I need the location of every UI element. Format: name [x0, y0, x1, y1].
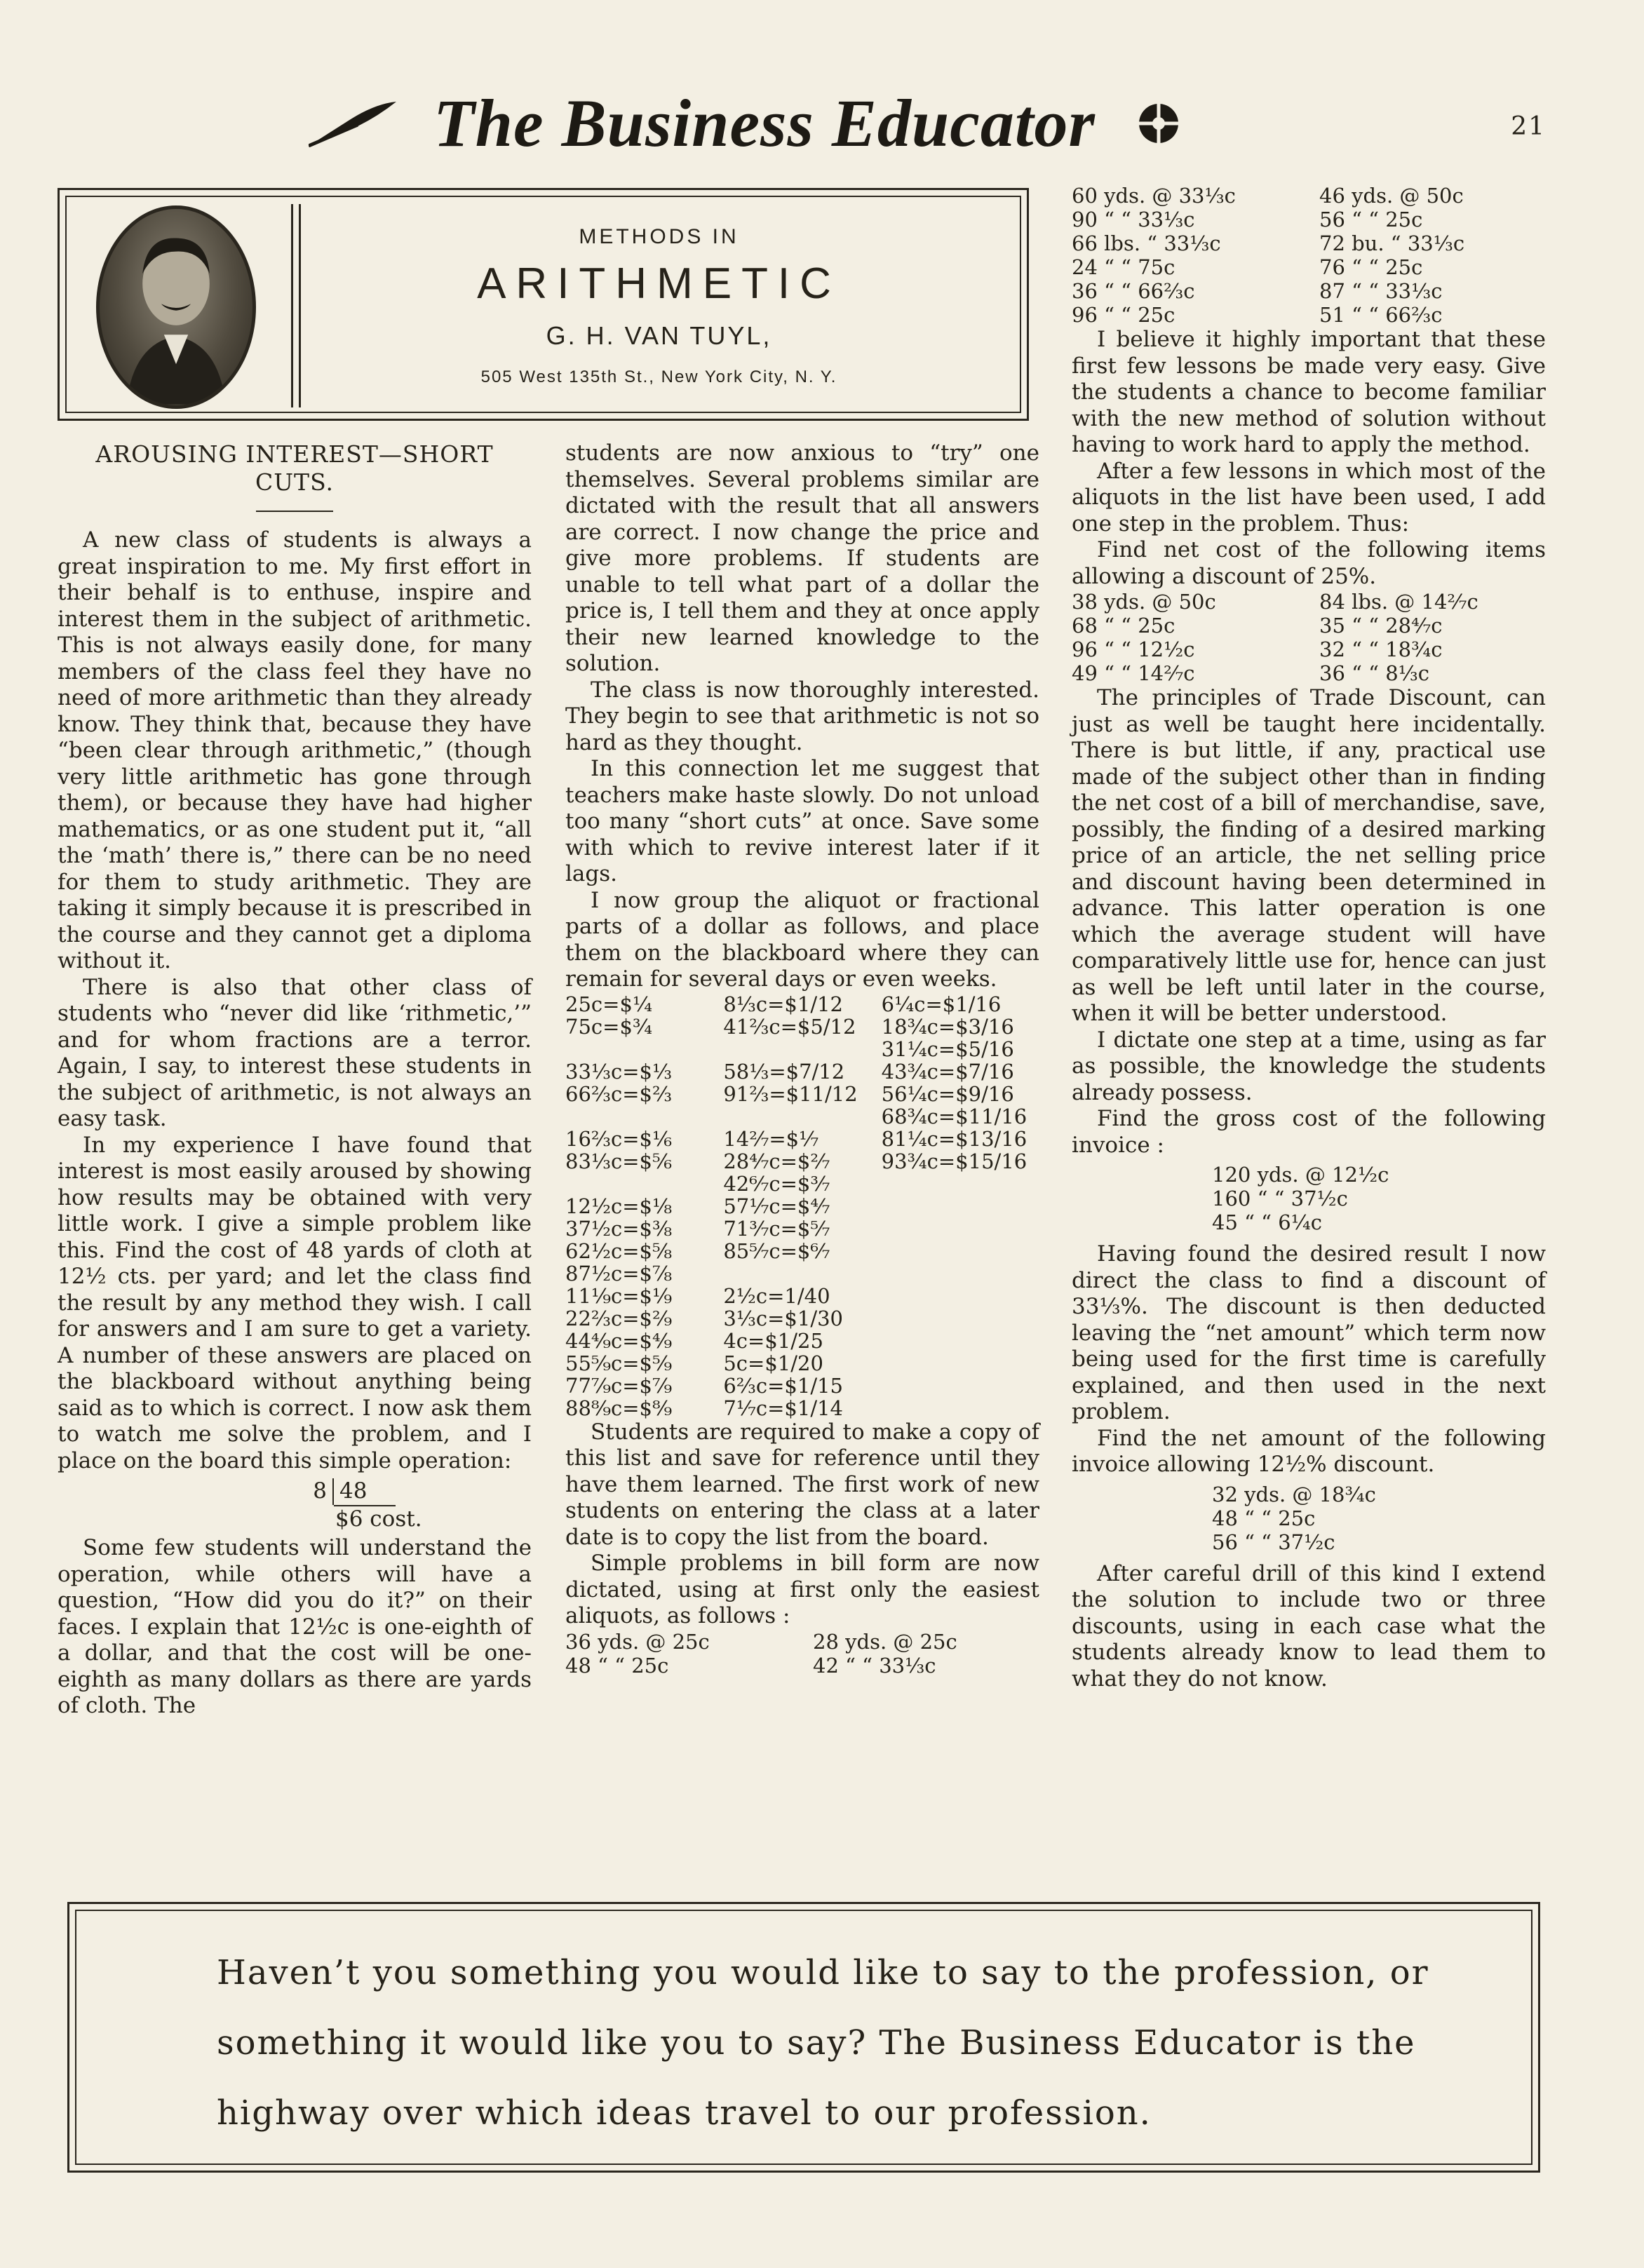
article-header — [58, 188, 1029, 421]
aliquot-row — [565, 1195, 1039, 1217]
header-divider — [291, 204, 301, 407]
aliquot-cell: 87½c=$⅞ — [565, 1261, 673, 1285]
aliquot-cell: 4c=$1/25 — [723, 1328, 823, 1353]
aliquot-row — [565, 1105, 1039, 1128]
aliquot-row — [565, 1330, 1039, 1352]
aliquot-cell: 8⅓c=$1/12 — [723, 992, 844, 1016]
aliquot-cell: 5c=$1/20 — [723, 1351, 823, 1375]
aliquot-row — [565, 1352, 1039, 1375]
bill-item: 87 “ “ 33⅓c — [1319, 279, 1443, 303]
bill-item: 36 “ “ 8⅓c — [1319, 661, 1430, 685]
notice-line: highway over which ideas travel to our profession. — [217, 2093, 1152, 2133]
aliquot-row — [565, 1173, 1039, 1195]
aliquot-cell — [882, 1173, 1039, 1195]
paragraph: Simple problems in bill form are now dictated, using at first only the easiest aliquots, as follows : — [565, 1551, 1039, 1628]
masthead-title: The Business Educator — [433, 85, 1096, 161]
section-heading: AROUSING INTEREST—SHORT CUTS. — [95, 440, 494, 496]
aliquot-row — [565, 993, 1039, 1015]
aliquot-cell: 3⅓c=$1/30 — [723, 1306, 844, 1330]
invoice-item: 160 “ “ 37½c — [1212, 1187, 1348, 1210]
paragraph: Students are required to make a copy of this list and save for reference until they have them learned. The first work of new students on entering the class at a later date is to copy the list from the board. — [565, 1419, 1039, 1550]
aliquot-table — [565, 993, 1039, 1419]
bill-item: 49 “ “ 14²⁄₇c — [1072, 661, 1195, 685]
invoice-item: 120 yds. @ 12½c — [1212, 1163, 1389, 1187]
header-author: G. H. VAN TUYL, — [546, 321, 772, 350]
aliquot-cell: 37½c=$⅜ — [565, 1216, 673, 1241]
aliquot-cell: 42⁶⁄₇c=$³⁄₇ — [723, 1171, 830, 1196]
bill-item: 68 “ “ 25c — [1072, 614, 1175, 637]
aliquot-cell — [882, 1262, 1039, 1285]
aliquot-cell: 75c=$¾ — [565, 1014, 653, 1039]
aliquot-cell — [882, 1195, 1039, 1217]
aliquot-cell: 77⁷⁄₉c=$⁷⁄₉ — [565, 1373, 673, 1398]
aliquot-cell: 44⁴⁄₉c=$⁴⁄₉ — [565, 1328, 673, 1353]
invoice-item: 32 yds. @ 18¾c — [1212, 1482, 1376, 1506]
bill-item: 38 yds. @ 50c — [1072, 590, 1216, 614]
column-2 — [565, 440, 1039, 1678]
aliquot-cell: 14²⁄₇=$⅐ — [723, 1126, 819, 1151]
aliquot-cell: 93¾c=$15/16 — [881, 1149, 1028, 1173]
aliquot-cell — [882, 1397, 1039, 1419]
invoice-list — [1072, 1483, 1546, 1554]
aliquot-cell: 68¾c=$11/16 — [881, 1104, 1028, 1128]
bill-item: 51 “ “ 66⅔c — [1319, 303, 1443, 327]
aliquot-cell — [723, 1038, 881, 1060]
aliquot-cell: 62½c=$⅝ — [565, 1238, 673, 1263]
aliquot-row — [565, 1128, 1039, 1150]
aliquot-cell — [565, 1105, 723, 1128]
aliquot-cell: 28⁴⁄₇c=$²⁄₇ — [723, 1149, 830, 1173]
aliquot-cell — [565, 1173, 723, 1195]
header-title: ARITHMETIC — [477, 259, 841, 308]
aliquot-row — [565, 1240, 1039, 1262]
bill-item: 24 “ “ 75c — [1072, 255, 1175, 279]
bill-item: 46 yds. @ 50c — [1319, 184, 1464, 208]
paragraph: I believe it highly important that these first few lessons be made very easy. Give the students a chance to become familiar with the new method of solution without having to work hard to apply the method. — [1072, 327, 1546, 457]
aliquot-cell: 6¼c=$1/16 — [881, 992, 1002, 1016]
aliquot-cell: 12½c=$⅛ — [565, 1194, 673, 1218]
aliquot-cell: 91⅔=$11/12 — [723, 1081, 858, 1106]
bill-item: 76 “ “ 25c — [1319, 255, 1423, 279]
aliquot-row — [565, 1262, 1039, 1285]
paragraph: In my experience I have found that interest is most easily aroused by showing how results may be obtained with very little work. I give a simple problem like this. Find the cost of 48 yards of cloth at 12½ cts. per yard; and let the class find the result by any method they wish. I call for answers and I am sure to get a variety. A number of these answers are placed on the blackboard without anything being said as to which is correct. I now ask them to watch me solve the problem, and I place on the board this simple operation: — [58, 1132, 532, 1473]
notice-line: Haven’t you something you would like to say to the profession, or — [217, 1953, 1429, 1992]
masthead — [309, 84, 1319, 161]
paragraph: After a few lessons in which most of the aliquots in the list have been used, I add one step in the problem. Thus: — [1072, 458, 1546, 536]
aliquot-cell — [882, 1352, 1039, 1375]
paragraph: Some few students will understand the operation, while others will have a question, “How did you do it?” on their faces. I explain that 12½c is one-eighth of a dollar, and that the cost will be one-eighth as many dollars as there are yards of cloth. The — [58, 1535, 532, 1718]
bill-item: 36 yds. @ 25c — [565, 1629, 710, 1654]
paragraph: Find the gross cost of the following invoice : — [1072, 1106, 1546, 1158]
header-address: 505 West 135th St., New York City, N. Y. — [480, 367, 837, 386]
aliquot-cell — [882, 1217, 1039, 1240]
paragraph: Find net cost of the following items allowing a discount of 25%. — [1072, 537, 1546, 589]
bill-item: 48 “ “ 25c — [565, 1653, 669, 1678]
aliquot-cell: 41⅔c=$5/12 — [723, 1014, 856, 1039]
op-divisor: 8 — [307, 1478, 334, 1505]
aliquot-cell — [565, 1038, 723, 1060]
paragraph: There is also that other class of students who “never did like ‘rithmetic,’” and for whom fractions are a terror. Again, I say, to interest these students in the subject of arithmetic, is not always an easy task. — [58, 974, 532, 1131]
aliquot-cell: 81¼c=$13/16 — [881, 1126, 1028, 1151]
ornament-emblem-icon — [1129, 98, 1188, 147]
header-text — [312, 225, 1006, 387]
bill-list — [565, 1630, 1039, 1678]
quill-pen-icon — [309, 98, 400, 147]
aliquot-cell: 71³⁄₇c=$⁵⁄₇ — [723, 1216, 830, 1241]
aliquot-row — [565, 1307, 1039, 1330]
bill-item: 84 lbs. @ 14²⁄₇c — [1319, 590, 1478, 614]
paragraph: I dictate one step at a time, using as far as possible, the knowledge the students already possess. — [1072, 1027, 1546, 1105]
op-dividend: 48 — [334, 1478, 396, 1506]
aliquot-cell: 6⅔c=$1/15 — [723, 1373, 844, 1398]
aliquot-row — [565, 1285, 1039, 1307]
paragraph: A new class of students is always a great inspiration to me. My first effort in their behalf is to enthuse, inspire and interest them in the subject of arithmetic. This is not always easily done, for many members of the class feel they have no need of more arithmetic than they already know. They think that, because they have “been clear through arithmetic,” (though very little arithmetic has gone through them), or because they have had higher mathematics, or as one student put it, “all the ‘math’ there is,” there can be no need for them to study arithmetic. They are taking it simply because it is prescribed in the course and they cannot get a diploma without it. — [58, 527, 532, 973]
bill-item: 72 bu. “ 33⅓c — [1319, 231, 1465, 255]
notice-box — [67, 1902, 1540, 2173]
aliquot-cell — [723, 1262, 881, 1285]
aliquot-row — [565, 1217, 1039, 1240]
bill-item: 56 “ “ 25c — [1319, 208, 1423, 231]
aliquot-cell: 85⁵⁄₇c=$⁶⁄₇ — [723, 1238, 830, 1263]
aliquot-cell: 11⅑c=$⅑ — [565, 1283, 673, 1308]
paragraph: Having found the desired result I now direct the class to find a discount of 33⅓%. The discount is then deducted leaving the “net amount” which term now being used for the first time is carefully explained, and then used in the next problem. — [1072, 1241, 1546, 1424]
aliquot-cell: 18¾c=$3/16 — [881, 1014, 1014, 1039]
column-3 — [1072, 184, 1546, 1692]
bill-item: 36 “ “ 66⅔c — [1072, 279, 1195, 303]
bill-list — [1072, 590, 1546, 685]
aliquot-cell: 88⁸⁄₉c=$⁸⁄₉ — [565, 1396, 673, 1420]
aliquot-cell: 83⅓c=$⅚ — [565, 1149, 673, 1173]
aliquot-cell — [882, 1240, 1039, 1262]
aliquot-cell — [882, 1285, 1039, 1307]
aliquot-cell — [882, 1330, 1039, 1352]
aliquot-row — [565, 1375, 1039, 1397]
bill-item: 32 “ “ 18¾c — [1319, 637, 1443, 661]
paragraph: In this connection let me suggest that teachers make haste slowly. Do not unload too many “short cuts” at once. Save some with which to revive interest later if it lags. — [565, 756, 1039, 886]
aliquot-cell: 7⅐c=$1/14 — [723, 1396, 844, 1420]
notice-line: something it would like you to say? The Business Educator is the — [217, 2023, 1416, 2063]
aliquot-cell — [723, 1105, 881, 1128]
bill-item: 66 lbs. “ 33⅓c — [1072, 231, 1221, 255]
aliquot-cell: 57⅐c=$⁴⁄₇ — [723, 1194, 830, 1218]
bill-list — [1072, 184, 1546, 327]
aliquot-cell: 31¼c=$5/16 — [881, 1037, 1014, 1061]
invoice-list — [1072, 1163, 1546, 1234]
bill-item: 42 “ “ 33⅓c — [813, 1653, 936, 1678]
aliquot-row — [565, 1150, 1039, 1173]
aliquot-cell: 55⁵⁄₉c=$⁵⁄₉ — [565, 1351, 673, 1375]
aliquot-cell: 2½c=1/40 — [723, 1283, 830, 1308]
bill-item: 96 “ “ 12½c — [1072, 637, 1195, 661]
author-portrait — [96, 205, 256, 409]
aliquot-cell: 58⅓=$7/12 — [723, 1059, 845, 1084]
paragraph: The principles of Trade Discount, can just as well be taught here incidentally. There is but little, if any, practical use made of the subject other than in finding the net cost of a bill of merchandise, save, possibly, the finding of a desired marking price of an article, the net selling price and discount having been determined in advance. This latter operation is one which the average student will have comparatively little use for, hence can just as well be left until later in the course, when it will be better understood. — [1072, 685, 1546, 1026]
aliquot-row — [565, 1015, 1039, 1038]
aliquot-cell: 43¾c=$7/16 — [881, 1059, 1014, 1084]
op-result: $6 cost. — [335, 1506, 422, 1532]
bill-item: 28 yds. @ 25c — [813, 1629, 957, 1654]
paragraph: The class is now thoroughly interested. They begin to see that arithmetic is not so hard as they thought. — [565, 677, 1039, 755]
bill-item: 96 “ “ 25c — [1072, 303, 1175, 327]
invoice-item: 48 “ “ 25c — [1212, 1506, 1316, 1530]
bill-item: 90 “ “ 33⅓c — [1072, 208, 1195, 231]
bill-item: 35 “ “ 28⁴⁄₇c — [1319, 614, 1443, 637]
aliquot-cell: 56¼c=$9/16 — [881, 1081, 1014, 1106]
invoice-item: 56 “ “ 37½c — [1212, 1530, 1335, 1554]
aliquot-cell: 16⅔c=$⅙ — [565, 1126, 673, 1151]
invoice-item: 45 “ “ 6¼c — [1212, 1210, 1323, 1234]
aliquot-row — [565, 1060, 1039, 1083]
aliquot-cell: 66⅔c=$⅔ — [565, 1081, 673, 1106]
aliquot-cell: 22⅔c=$²⁄₉ — [565, 1306, 673, 1330]
page-number: 21 — [1511, 112, 1546, 141]
aliquot-cell — [882, 1375, 1039, 1397]
aliquot-row — [565, 1397, 1039, 1419]
heading-rule — [256, 511, 333, 512]
header-kicker: METHODS IN — [579, 225, 739, 248]
aliquot-cell: 33⅓c=$⅓ — [565, 1059, 673, 1084]
aliquot-row — [565, 1083, 1039, 1105]
bill-item: 60 yds. @ 33⅓c — [1072, 184, 1236, 208]
paragraph: I now group the aliquot or fractional parts of a dollar as follows, and place them on the blackboard where they can remain for several days or even weeks. — [565, 887, 1039, 992]
aliquot-row — [565, 1038, 1039, 1060]
paragraph: Find the net amount of the following invoice allowing 12½% discount. — [1072, 1425, 1546, 1477]
paragraph: After careful drill of this kind I extend the solution to include two or three discounts, using in each case what the students already know to lead them to what they do not know. — [1072, 1560, 1546, 1692]
paragraph: students are now anxious to “try” one themselves. Several problems similar are dictated with the result that all answers are correct. I now change the price and give more problems. If students are unable to tell what part of a dollar the price is, I tell them and they at once apply their new learned knowledge to the solution. — [565, 440, 1039, 676]
aliquot-cell: 25c=$¼ — [565, 992, 653, 1016]
aliquot-cell — [882, 1307, 1039, 1330]
division-operation — [58, 1478, 532, 1532]
column-1 — [58, 440, 532, 1720]
